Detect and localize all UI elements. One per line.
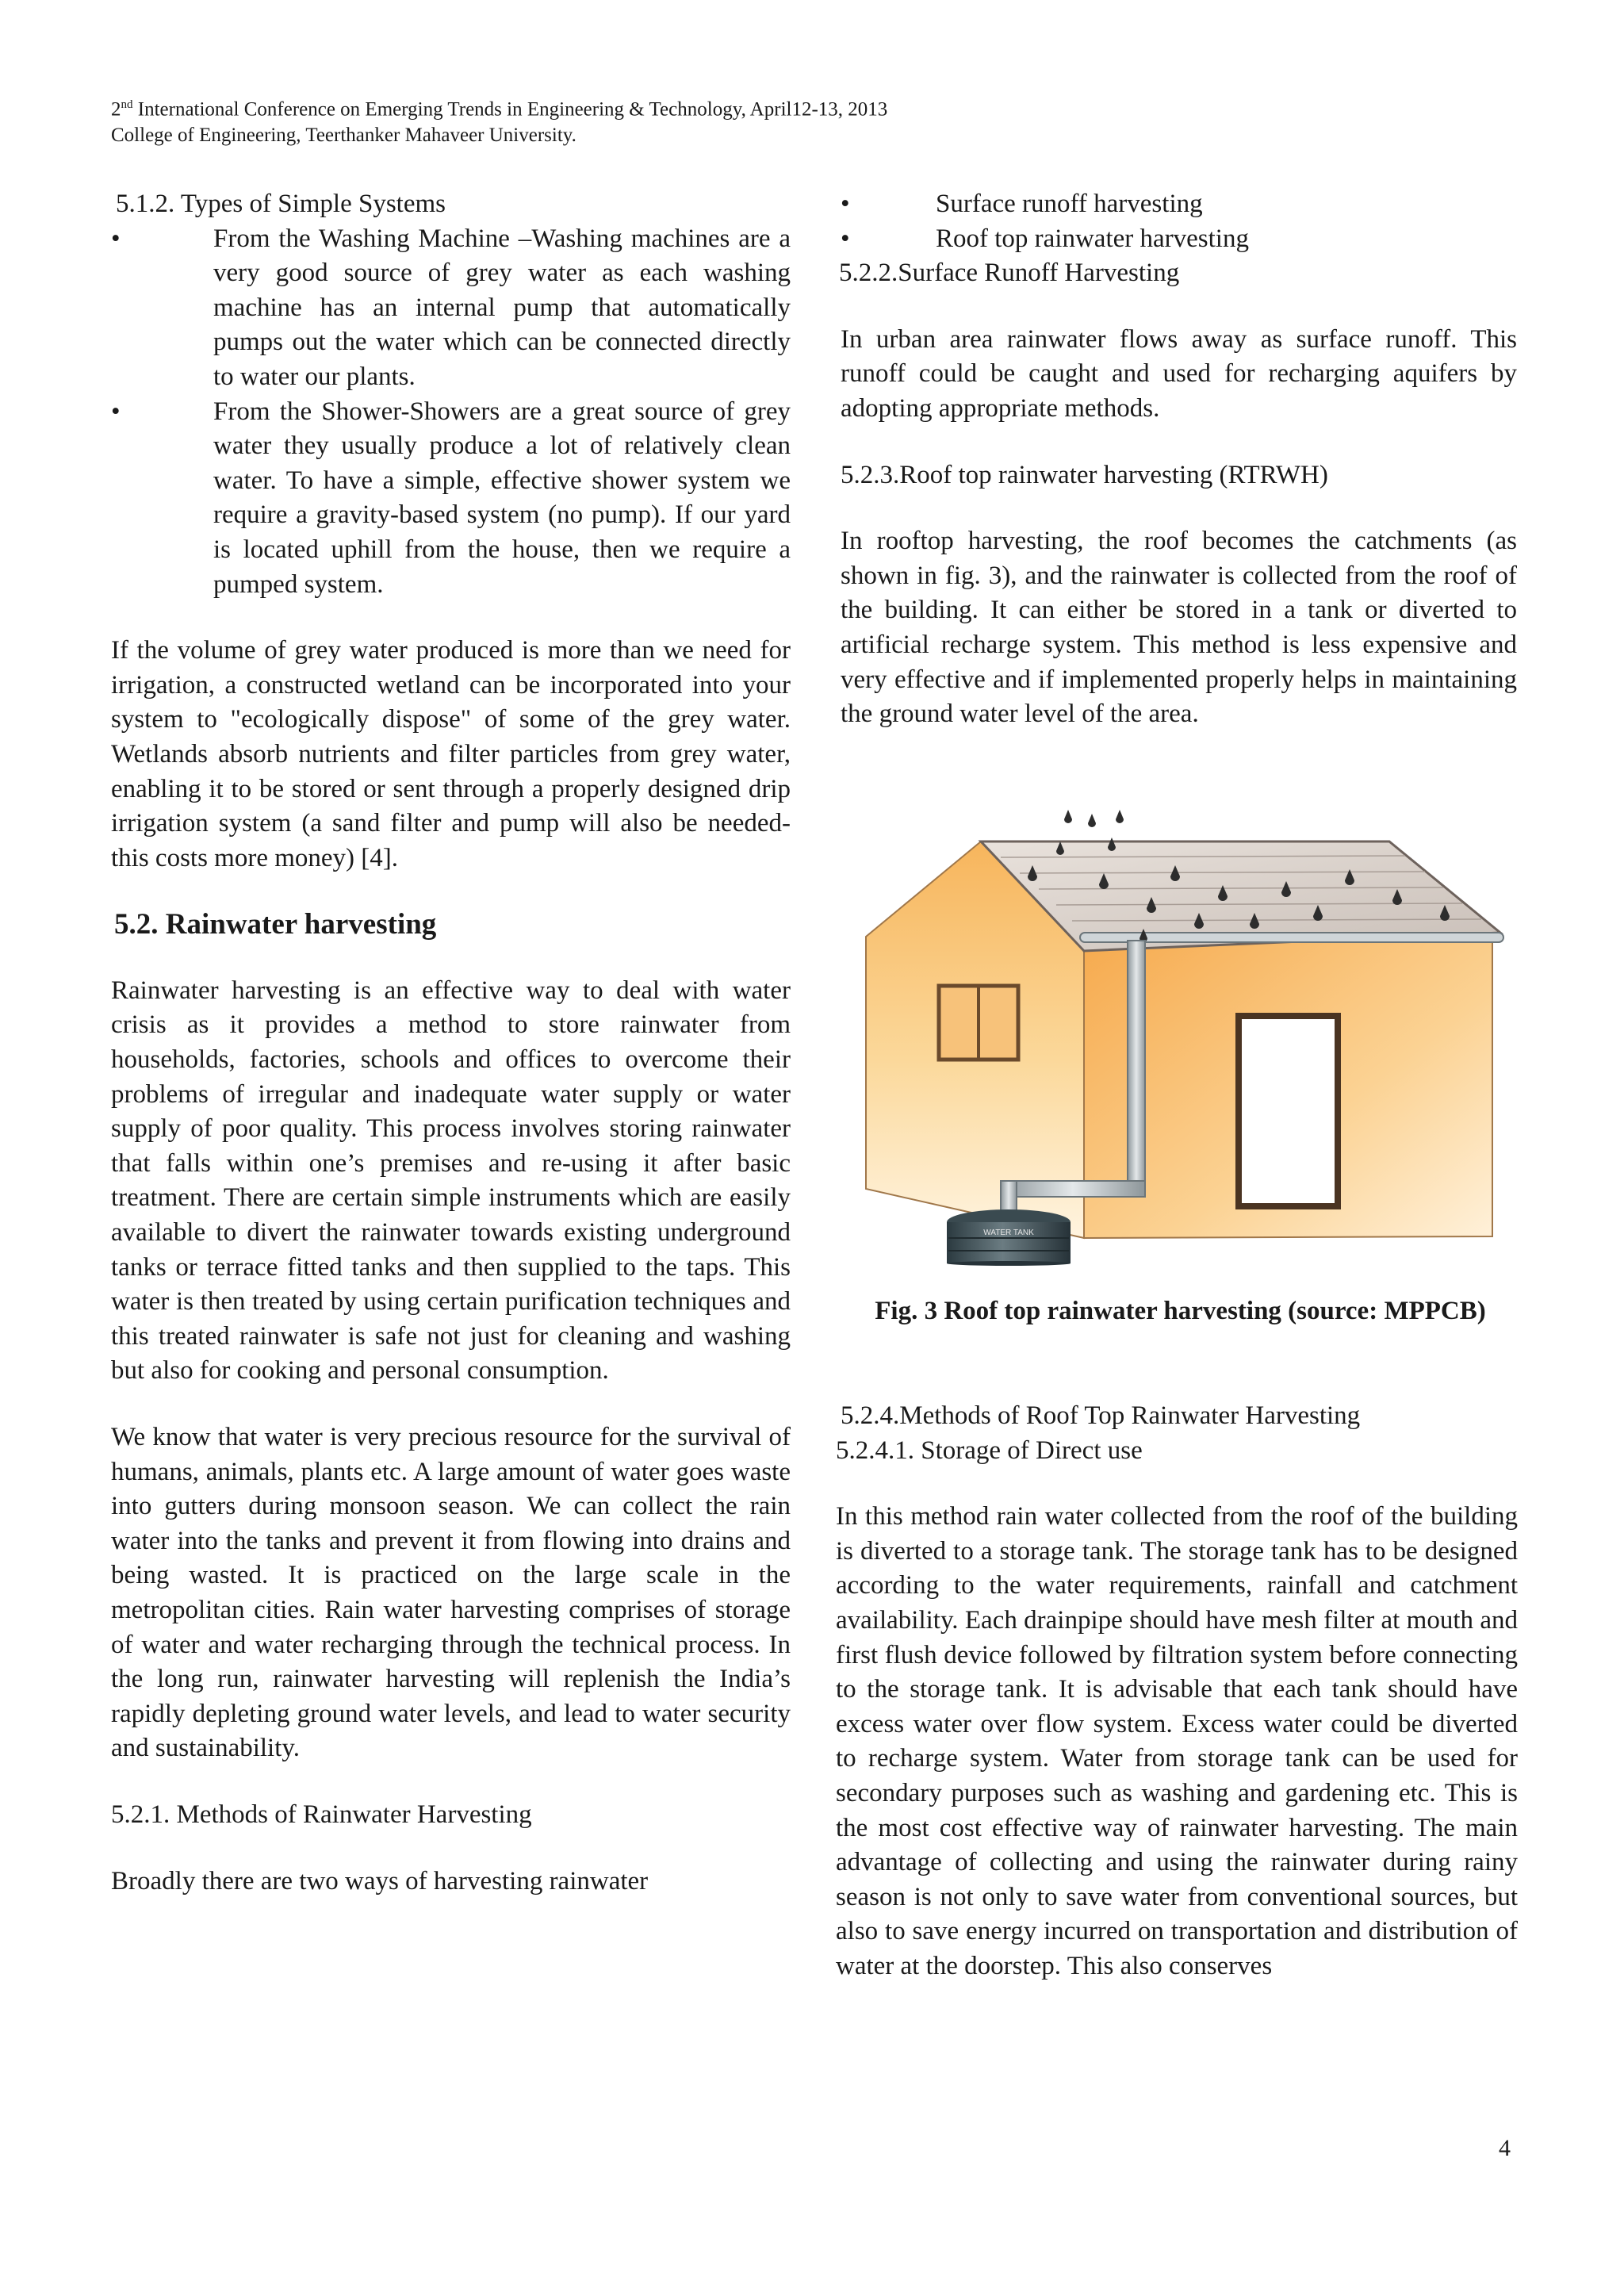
figure-caption: Fig. 3 Roof top rainwater harvesting (source: MPPCB) bbox=[875, 1297, 1486, 1325]
paragraph-storage-direct-use: In this method rain water collected from the roof of the building is diverted to a storage tank. The storage tank has to be designed according to the water requirements, rainfall and catchment availability. Each drainpipe should have mesh filter at mouth and first flush device followed by filtration system before connecting to the storage tank. It is advisable that each tank should have excess water over flow system. Excess water could be diverted to recharge system. Water from storage tank can be used for secondary purposes such as washing and gardening etc. This is the most cost effective way of rainwater harvesting. The main advantage of collecting and using the rainwater during rainy season is not only to save water from conventional sources, but also to save energy incurred on transportation and distribution of water at the doorstep. This also conserves bbox=[836, 1502, 1518, 1980]
downspout-pipe bbox=[1128, 941, 1145, 1190]
heading-5-1-2: 5.1.2. Types of Simple Systems bbox=[116, 190, 446, 218]
paragraph-rooftop: In rooftop harvesting, the roof becomes the catchments (as shown in fig. 3), and the rainwater is collected from the roof of the building. It can either be stored in a tank or diverted to artificial recharge system. This method is less expensive and very effective and if implemented properly helps in maintaining the ground water level of the area. bbox=[841, 527, 1517, 729]
left-column bbox=[111, 187, 791, 1899]
bullet-icon: • bbox=[111, 224, 121, 253]
running-header bbox=[111, 92, 1142, 148]
figure-rooftop-harvesting bbox=[842, 810, 1519, 1266]
heading-5-2-2: 5.2.2.Surface Runoff Harvesting bbox=[839, 259, 1180, 288]
heading-5-2-1: 5.2.1. Methods of Rainwater Harvesting bbox=[111, 1800, 532, 1829]
heading-5-2-3: 5.2.3.Roof top rainwater harvesting (RTRWH) bbox=[841, 460, 1328, 489]
list-item: • Roof top rainwater harvesting bbox=[841, 222, 1517, 257]
bullet-icon: • bbox=[841, 224, 850, 253]
heading-5-2-4: 5.2.4.Methods of Roof Top Rainwater Harvesting bbox=[841, 1401, 1361, 1430]
list-item: • Surface runoff harvesting bbox=[841, 187, 1517, 222]
list-item: • From the Shower-Showers are a great source of grey water they usually produce a lot of relatively clean water. To have a simple, effective shower system we require a gravity-based system (no pump). If our yard is located uphill from the house, then we require a pumped system. bbox=[111, 395, 791, 603]
page-number: 4 bbox=[1499, 2135, 1511, 2161]
door bbox=[1239, 1016, 1338, 1206]
bullet-icon: • bbox=[841, 190, 850, 218]
header-line-2: College of Engineering, Teerthanker Mahaveer University. bbox=[111, 125, 576, 147]
bullet-icon: • bbox=[111, 397, 121, 426]
tank-label: WATER TANK bbox=[983, 1228, 1034, 1237]
horizontal-pipe bbox=[1001, 1181, 1145, 1197]
heading-5-2: 5.2. Rainwater harvesting bbox=[114, 908, 437, 941]
paragraph-rainwater-importance: We know that water is very precious resource for the survival of humans, animals, plants etc. A large amount of water goes waste into gutters during monsoon season. We can collect the rain water into the tanks and prevent it from flowing into drains and being wasted. It is practiced on the large scale in the metropolitan cities. Rain water harvesting comprises of storage of water and water recharging through the technical process. In the long run, rainwater harvesting will replenish the India’s rapidly depleting ground water levels, and lead to water security and sustainability. bbox=[111, 1423, 791, 1763]
header-line-1: 2nd International Conference on Emerging Trends in Engineering & Technology, April12-13, 2013 bbox=[111, 98, 888, 121]
paragraph-wetland: If the volume of grey water produced is more than we need for irrigation, a constructed wetland can be incorporated into your system to "ecologically dispose" of some of the grey water. Wetlands absorb nutrients and filter particles from grey water, enabling it to be stored or sent through a properly designed drip irrigation system (a sand filter and pump will also be needed- this costs more money) [4]. bbox=[111, 636, 791, 872]
paragraph-surface-runoff: In urban area rainwater flows away as surface runoff. This runoff could be caught and used for recharging aquifers by adopting appropriate methods. bbox=[841, 324, 1517, 423]
paragraph-broadly: Broadly there are two ways of harvesting rainwater bbox=[111, 1866, 649, 1895]
harvesting-ways-list bbox=[841, 187, 1517, 256]
heading-5-2-4-1: 5.2.4.1. Storage of Direct use bbox=[836, 1435, 1143, 1465]
simple-systems-list bbox=[111, 222, 791, 603]
paragraph-rainwater-intro: Rainwater harvesting is an effective way to deal with water crisis as it provides a method to store rainwater from households, factories, schools and offices to overcome their problems of irregular and inadequate water supply or water supply of poor quality. This process involves storing rainwater that falls within one’s premises and re-using it after basic treatment. There are certain simple instruments which are easily available to divert the rainwater towards existing underground tanks or terrace fitted tanks and then supplied to the taps. This water is then treated by using certain purification techniques and this treated rainwater is safe not just for cleaning and washing but also for cooking and personal consumption. bbox=[111, 976, 791, 1386]
list-item: • From the Washing Machine –Washing machines are a very good source of grey water as each washing machine has an internal pump that automatically pumps out the water which can be connected directly to water our plants. bbox=[111, 222, 791, 395]
water-tank bbox=[947, 1209, 1071, 1266]
house-illustration bbox=[842, 810, 1519, 1266]
right-column-lower bbox=[836, 1399, 1518, 1984]
right-column bbox=[841, 187, 1517, 732]
